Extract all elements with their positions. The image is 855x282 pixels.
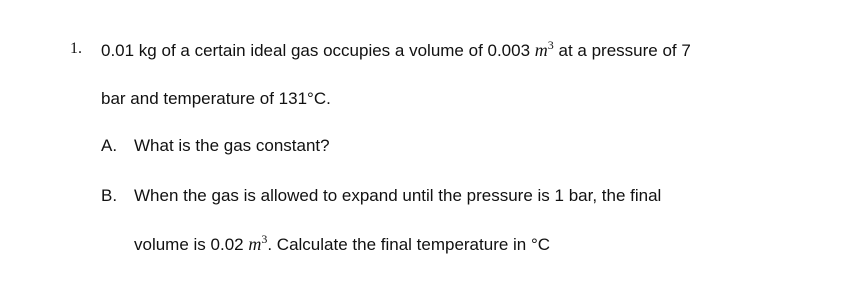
- part-a: [101, 136, 330, 156]
- part-b-text-b: . Calculate the final temperature in °C: [267, 235, 551, 254]
- final-volume-unit-exponent: 3: [261, 232, 268, 246]
- part-b-label: B.: [101, 186, 118, 205]
- part-b-text-a: volume is 0.02: [134, 235, 249, 254]
- final-volume-unit: m: [248, 234, 262, 254]
- question-number: 1.: [70, 40, 82, 57]
- question-stem-line-1: [101, 40, 691, 61]
- question-stem-line-2: bar and temperature of 131°C.: [101, 89, 331, 108]
- part-b-text-line-1: When the gas is allowed to expand until the pressure is 1 bar, the final: [134, 186, 662, 205]
- part-b-line-2: [134, 234, 550, 255]
- volume-unit-exponent: 3: [547, 38, 554, 52]
- stem-text-b: at a pressure of 7: [553, 41, 691, 60]
- part-a-text: What is the gas constant?: [134, 136, 330, 155]
- part-b: [101, 186, 661, 206]
- volume-unit: m: [534, 40, 548, 60]
- part-a-label: A.: [101, 136, 118, 155]
- stem-text-a: 0.01 kg of a certain ideal gas occupies a volume of 0.003: [101, 41, 535, 60]
